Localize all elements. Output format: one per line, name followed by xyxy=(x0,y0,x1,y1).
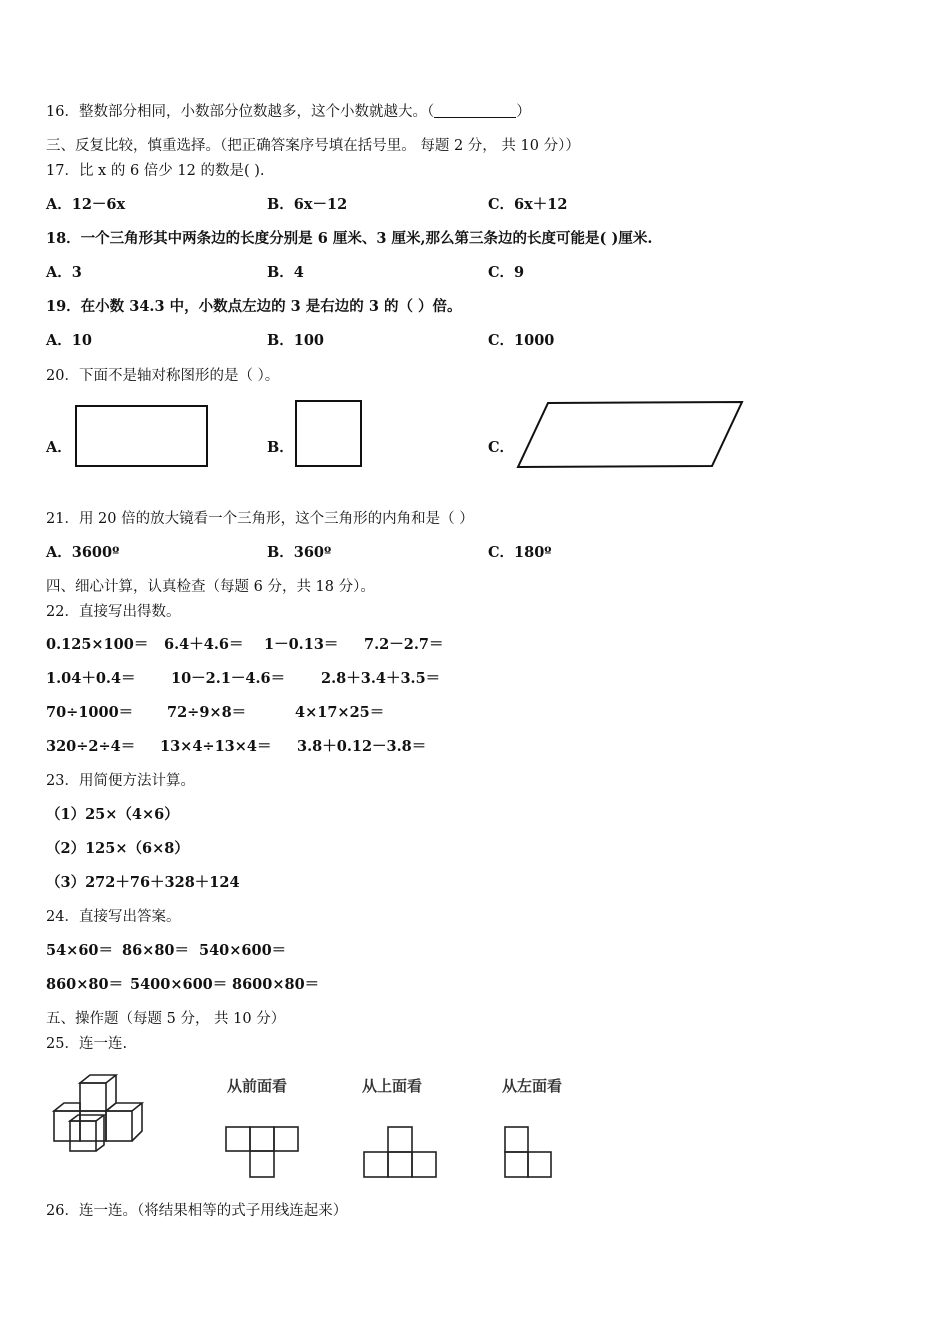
q20-option-c[interactable]: C． xyxy=(488,439,515,456)
q17-option-b[interactable]: B．6x－12 xyxy=(267,196,348,213)
q18-option-a[interactable]: A．3 xyxy=(46,264,82,281)
q23-item-2: （2）125×（6×8） xyxy=(46,840,189,857)
q18-option-c[interactable]: C．9 xyxy=(488,264,525,281)
q21-option-b[interactable]: B．360º xyxy=(267,544,332,561)
q19-option-c[interactable]: C．1000 xyxy=(488,332,555,349)
q21-option-c[interactable]: C．180º xyxy=(488,544,552,561)
question-21-stem: 21．用 20 倍的放大镜看一个三角形，这个三角形的内角和是（ ） xyxy=(46,511,474,527)
view-label-front: 从前面看 xyxy=(227,1077,288,1095)
q17-option-a[interactable]: A．12－6x xyxy=(46,196,126,213)
q18-option-b[interactable]: B．4 xyxy=(267,264,304,281)
rectangle-figure xyxy=(74,404,210,468)
q23-item-3: （3）272＋76＋328＋124 xyxy=(46,874,240,891)
question-23-stem: 23．用简便方法计算。 xyxy=(46,773,195,789)
question-16: 16．整数部分相同，小数部分位数越多，这个小数就越大。（ ） xyxy=(46,104,531,120)
question-18-stem: 18．一个三角形其中两条边的长度分别是 6 厘米、3 厘米,那么第三条边的长度可能是( )厘米. xyxy=(46,230,653,247)
q19-option-a[interactable]: A．10 xyxy=(46,332,92,349)
section-3-title: 三、反复比较，慎重选择。（把正确答案序号填在括号里。 每题 2 分， 共 10 分）） xyxy=(46,138,580,154)
view-shape-t[interactable] xyxy=(224,1124,302,1180)
q21-option-a[interactable]: A．3600º xyxy=(46,544,120,561)
section-4-title: 四、细心计算，认真检查（每题 6 分，共 18 分）。 xyxy=(46,579,375,595)
answer-blank[interactable] xyxy=(434,103,516,118)
view-shape-inverted-t[interactable] xyxy=(362,1124,440,1180)
q20-option-a[interactable]: A． xyxy=(46,439,72,456)
q17-option-c[interactable]: C．6x＋12 xyxy=(488,196,568,213)
question-22-stem: 22．直接写出得数。 xyxy=(46,604,181,620)
view-label-left: 从左面看 xyxy=(502,1077,563,1095)
q23-item-1: （1）25×（4×6） xyxy=(46,806,179,823)
section-5-title: 五、操作题（每题 5 分， 共 10 分） xyxy=(46,1011,286,1027)
question-26-stem: 26．连一连。（将结果相等的式子用线连起来） xyxy=(46,1203,348,1219)
q20-option-b[interactable]: B． xyxy=(267,439,294,456)
question-24-stem: 24．直接写出答案。 xyxy=(46,909,181,925)
parallelogram-figure xyxy=(514,399,746,471)
square-figure xyxy=(294,399,364,469)
question-17-stem: 17．比 x 的 6 倍少 12 的数是( ). xyxy=(46,163,265,179)
q19-option-b[interactable]: B．100 xyxy=(267,332,325,349)
question-19-stem: 19．在小数 34.3 中，小数点左边的 3 是右边的 3 的（ ）倍。 xyxy=(46,298,462,315)
view-shape-l[interactable] xyxy=(503,1124,555,1180)
cube-stack-figure xyxy=(50,1073,162,1157)
question-20-stem: 20．下面不是轴对称图形的是（ ）。 xyxy=(46,368,280,384)
question-25-stem: 25．连一连. xyxy=(46,1036,128,1052)
view-label-top: 从上面看 xyxy=(362,1077,423,1095)
